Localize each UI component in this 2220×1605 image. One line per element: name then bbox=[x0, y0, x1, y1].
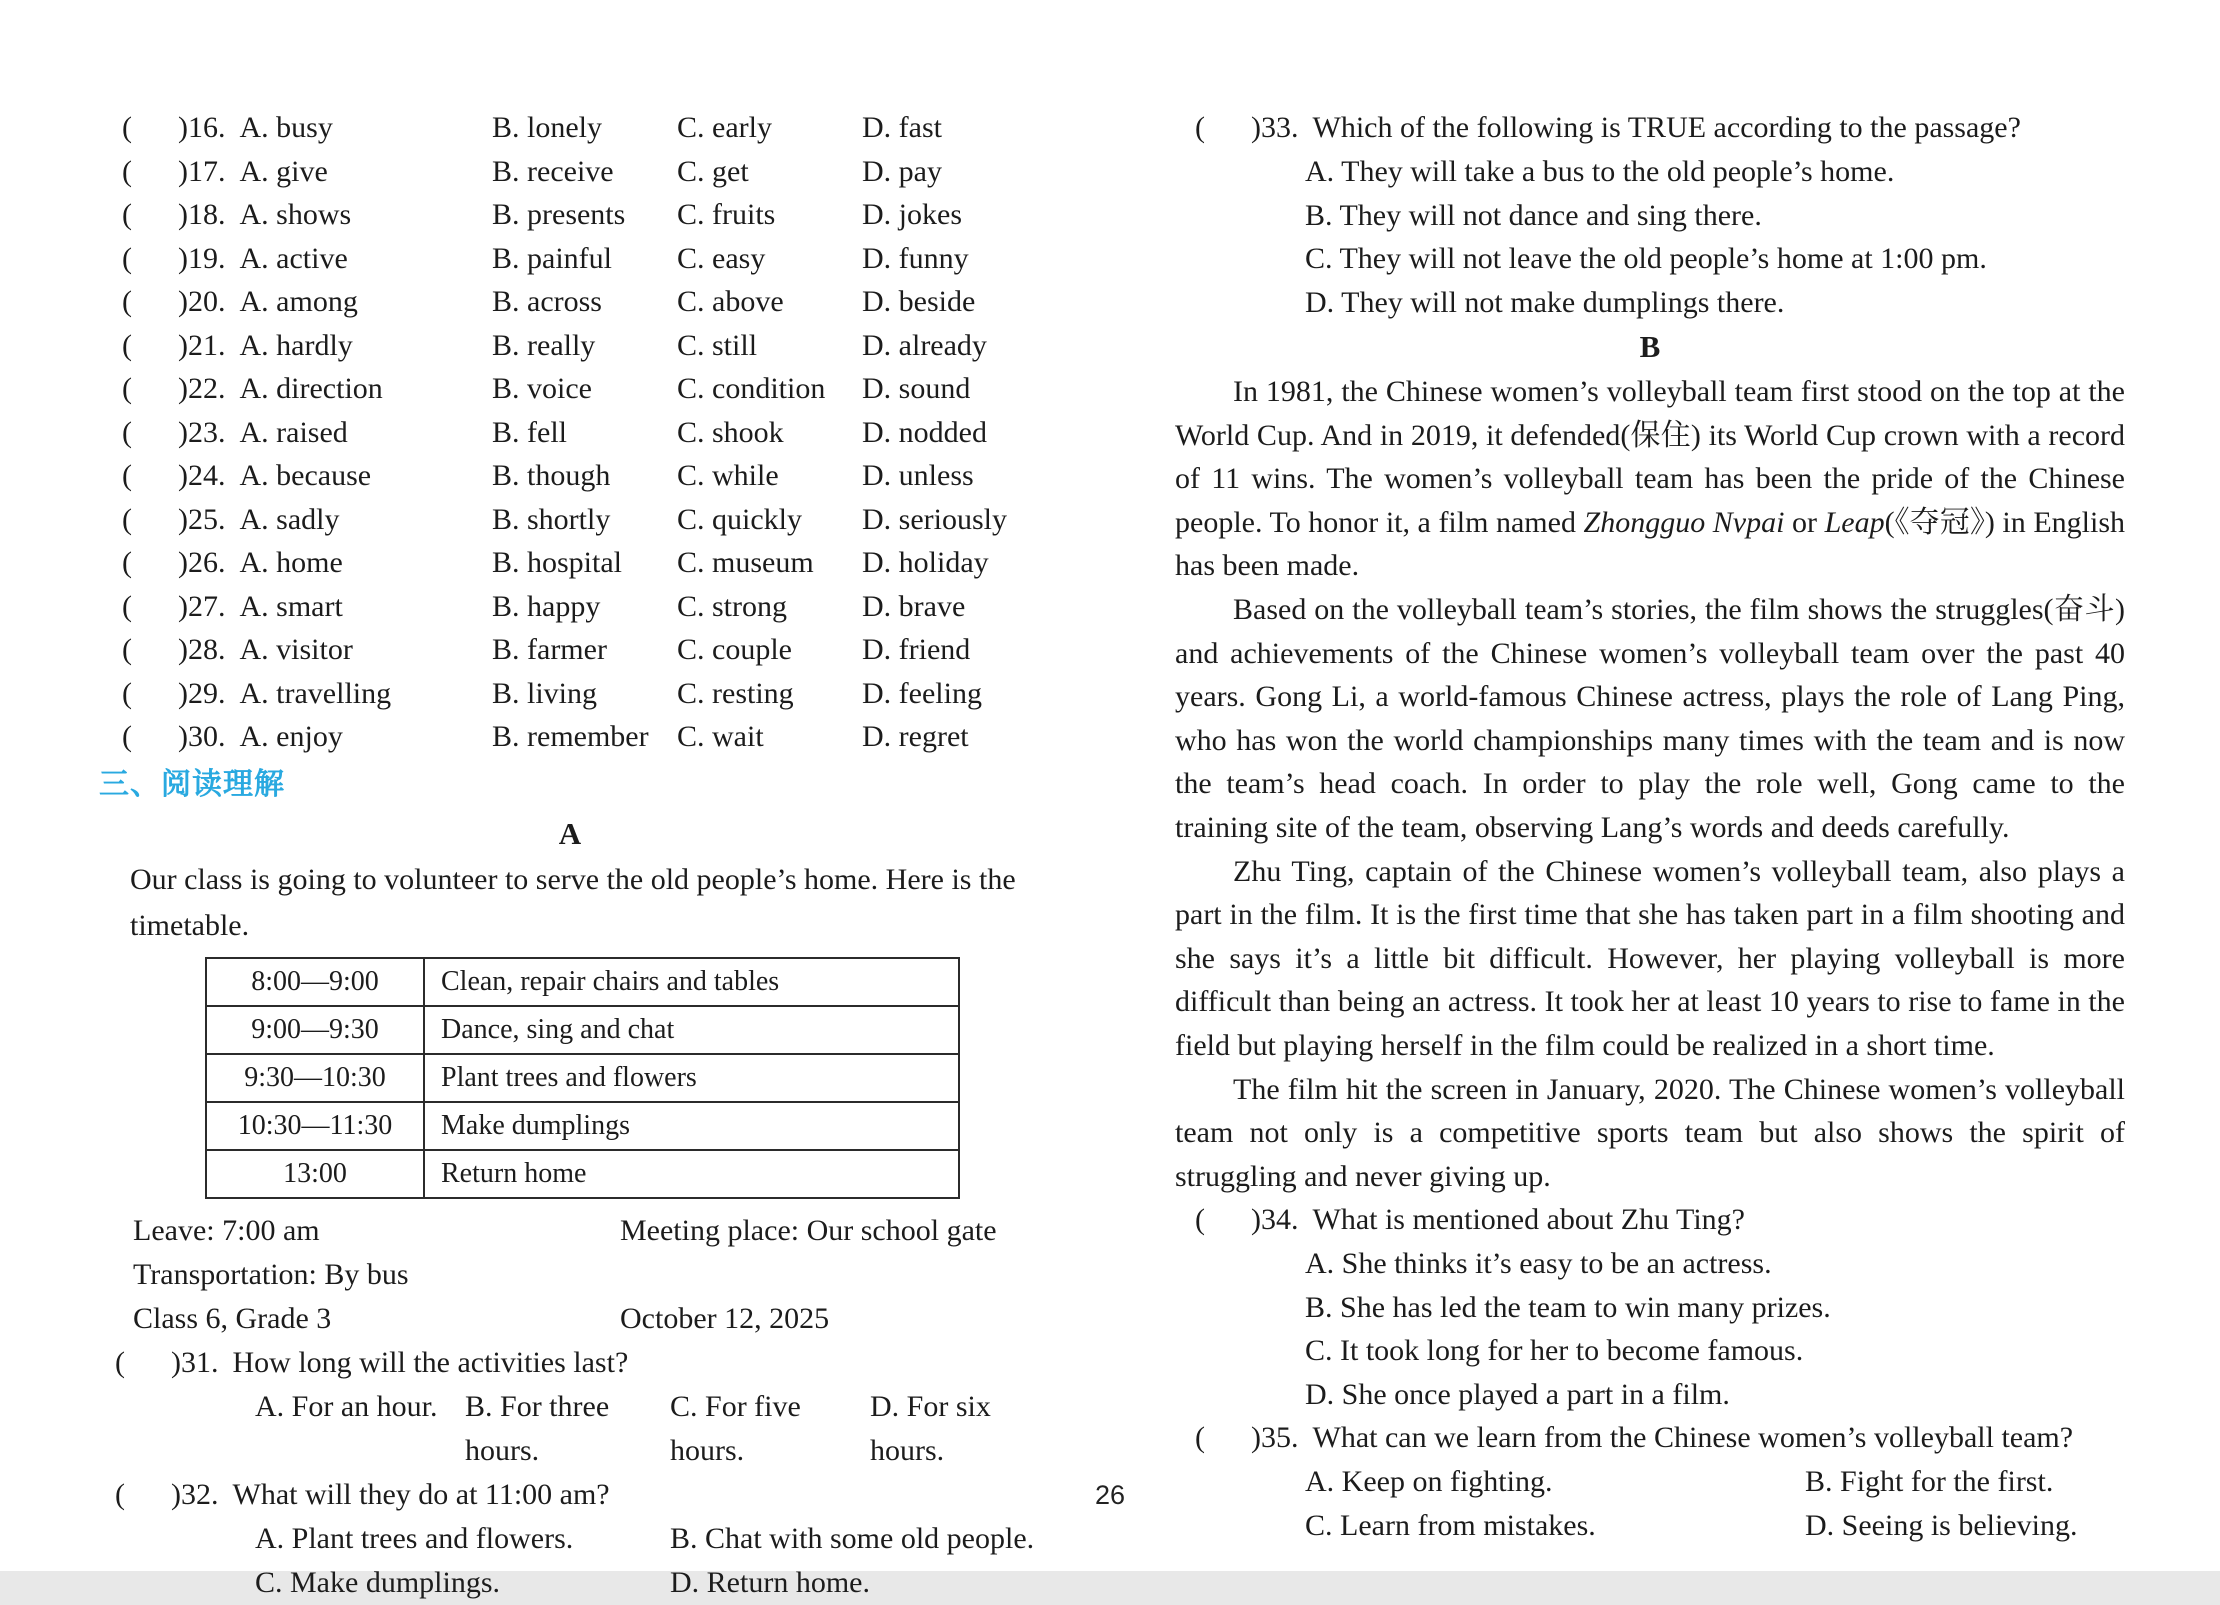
info-line bbox=[133, 1209, 1045, 1253]
answer-blank: ( bbox=[115, 1345, 125, 1379]
question-33-options bbox=[1305, 150, 2125, 324]
answer-blank: ( bbox=[122, 589, 132, 623]
option-a: A. hardly bbox=[239, 328, 353, 362]
answer-blank: ( bbox=[122, 372, 132, 405]
cloze-row-25 bbox=[95, 498, 1045, 542]
option-b: B. painful bbox=[492, 241, 612, 275]
passage-b-paragraph-2: Based on the volleyball team’s stories, the film shows the struggles(奋斗) and achievements of the Chinese women’s volleyball team over the past 40 years. Gong Li, a world-famous Chinese actress, plays the role of Lang Ping, who has won the world championships many times with the team and is now the team’s head coach. In order to play the role well, Gong came to the training site of the team, observing Lang’s words and deeds carefully. bbox=[1175, 592, 2125, 844]
passage-a-intro: Our class is going to volunteer to serve the old people’s home. Here is the timetable. bbox=[130, 862, 1016, 942]
trip-info-block bbox=[133, 1209, 1045, 1341]
option-c: C. early bbox=[677, 111, 772, 144]
option-d: D. Return home. bbox=[670, 1565, 870, 1599]
option-d: D. holiday bbox=[862, 546, 989, 579]
question-31-stem bbox=[95, 1341, 1045, 1385]
option-cell-a bbox=[122, 237, 492, 281]
timetable-row bbox=[206, 1054, 959, 1102]
timetable-activity: Clean, repair chairs and tables bbox=[424, 958, 959, 1006]
cloze-row-22 bbox=[95, 367, 1045, 411]
question-34-options bbox=[1305, 1242, 2125, 1416]
stem-text: How long will the activities last? bbox=[232, 1345, 629, 1379]
option-a: A. among bbox=[239, 285, 358, 318]
info-line bbox=[133, 1253, 1045, 1297]
info-meeting-place: Meeting place: Our school gate bbox=[620, 1213, 997, 1247]
answer-blank: ( bbox=[122, 241, 132, 275]
question-number: )18. bbox=[178, 198, 226, 231]
option-a: A. smart bbox=[239, 589, 343, 623]
option-cell-a bbox=[122, 585, 492, 629]
option-d: D. feeling bbox=[862, 676, 982, 710]
option-c: C. It took long for her to become famous. bbox=[1305, 1334, 1804, 1368]
option-c: C. quickly bbox=[677, 502, 802, 536]
timetable-time: 8:00—9:00 bbox=[206, 958, 424, 1006]
question-33 bbox=[1175, 106, 2125, 324]
question-number: )19. bbox=[178, 241, 226, 275]
option-d: D. sound bbox=[862, 372, 971, 405]
option-cell-a bbox=[122, 411, 492, 455]
option-a: A. Plant trees and flowers. bbox=[255, 1521, 574, 1555]
option-c: C. couple bbox=[677, 633, 792, 666]
answer-blank: ( bbox=[1195, 111, 1205, 144]
timetable-row bbox=[206, 1006, 959, 1054]
info-date: October 12, 2025 bbox=[620, 1301, 830, 1335]
info-leave: Leave: 7:00 am bbox=[133, 1213, 320, 1247]
cloze-row-20 bbox=[95, 280, 1045, 324]
option-b: B. shortly bbox=[492, 502, 611, 536]
stem-text: What is mentioned about Zhu Ting? bbox=[1312, 1203, 1745, 1237]
timetable-time: 9:30—10:30 bbox=[206, 1054, 424, 1102]
option-d: D. They will not make dumplings there. bbox=[1305, 285, 1785, 319]
option-b: B. really bbox=[492, 328, 596, 362]
option-a: A. raised bbox=[239, 415, 348, 449]
question-number: )16. bbox=[178, 111, 226, 144]
option-c: C. above bbox=[677, 285, 784, 318]
answer-blank: ( bbox=[122, 546, 132, 579]
option-b: B. receive bbox=[492, 154, 614, 188]
cloze-row-30 bbox=[95, 715, 1045, 759]
option-d: D. unless bbox=[862, 459, 974, 492]
timetable-row bbox=[206, 1102, 959, 1150]
option-d: D. jokes bbox=[862, 198, 962, 231]
option-a: A. sadly bbox=[239, 502, 340, 536]
question-number: )17. bbox=[178, 154, 226, 188]
option-b: B. They will not dance and sing there. bbox=[1305, 198, 1762, 232]
question-number: )28. bbox=[178, 633, 226, 666]
question-number: )30. bbox=[178, 720, 226, 753]
option-c: C. For five hours. bbox=[670, 1389, 801, 1467]
option-b: B. Chat with some old people. bbox=[670, 1521, 1035, 1555]
option-cell-a bbox=[122, 280, 492, 324]
timetable-row bbox=[206, 1150, 959, 1198]
option-cell-a bbox=[122, 106, 492, 150]
option-cell-a bbox=[122, 498, 492, 542]
option-d: D. beside bbox=[862, 285, 976, 318]
option-b: B. Fight for the first. bbox=[1805, 1465, 2054, 1499]
cloze-row-23 bbox=[95, 411, 1045, 455]
option-cell-a bbox=[122, 367, 492, 411]
section-header-reading: 三、阅读理解 bbox=[99, 766, 285, 802]
option-a: A. enjoy bbox=[239, 720, 343, 753]
timetable-activity: Make dumplings bbox=[424, 1102, 959, 1150]
answer-blank: ( bbox=[122, 111, 132, 144]
answer-blank: ( bbox=[122, 720, 132, 753]
question-number: )29. bbox=[178, 676, 226, 710]
question-number: )24. bbox=[178, 459, 226, 492]
option-a: A. busy bbox=[239, 111, 333, 144]
option-a: A. direction bbox=[239, 372, 383, 405]
option-d: D. already bbox=[862, 328, 987, 362]
option-b: B. For three hours. bbox=[465, 1389, 610, 1467]
timetable-activity: Dance, sing and chat bbox=[424, 1006, 959, 1054]
cloze-row-26 bbox=[95, 541, 1045, 585]
right-column bbox=[1175, 106, 2125, 1605]
question-34 bbox=[1175, 1198, 2125, 1416]
option-b: B. She has led the team to win many prizes. bbox=[1305, 1290, 1831, 1324]
option-d: D. regret bbox=[862, 720, 969, 753]
paragraph-text: In 1981, the Chinese women’s volleyball team first stood on the top at the World Cup. And in 2019, it defended(保住) its World Cup crown with a record of 11 wins. The women’s volleyball team has been the pride of the Chinese people. To honor it, a film named bbox=[1175, 375, 2125, 539]
question-number: )27. bbox=[178, 589, 226, 623]
page-number: 26 bbox=[1094, 1480, 1126, 1510]
timetable bbox=[205, 957, 960, 1199]
passage-b-paragraph-3: Zhu Ting, captain of the Chinese women’s volleyball team, also plays a part in the film. It is the first time that she has taken part in a film shooting and she says it’s a little bit difficult. However, her playing volleyball is more difficult than being an actress. It took her at least 10 years to rise to fame in the field but playing herself in the film could be realized in a short time. bbox=[1175, 854, 2125, 1062]
option-a: A. because bbox=[239, 459, 372, 492]
option-c: C. while bbox=[677, 459, 779, 492]
timetable-row bbox=[206, 958, 959, 1006]
cloze-row-27 bbox=[95, 585, 1045, 629]
option-cell-a bbox=[122, 193, 492, 237]
question-number: )25. bbox=[178, 502, 226, 536]
option-d: D. brave bbox=[862, 589, 966, 623]
option-b: B. happy bbox=[492, 589, 601, 623]
option-cell-a bbox=[122, 541, 492, 585]
option-c: C. They will not leave the old people’s home at 1:00 pm. bbox=[1305, 242, 1987, 275]
option-c: C. museum bbox=[677, 546, 814, 579]
cloze-row-19 bbox=[95, 237, 1045, 281]
question-number: )22. bbox=[178, 372, 226, 405]
left-column bbox=[95, 106, 1045, 1605]
option-a: A. home bbox=[239, 546, 343, 579]
stem-text: What will they do at 11:00 am? bbox=[232, 1477, 610, 1511]
timetable-time: 13:00 bbox=[206, 1150, 424, 1198]
option-d: D. funny bbox=[862, 241, 969, 275]
option-c: C. easy bbox=[677, 241, 766, 275]
option-b: B. though bbox=[492, 459, 611, 492]
option-c: C. shook bbox=[677, 415, 784, 449]
question-33-stem bbox=[1175, 106, 2125, 150]
option-c: C. condition bbox=[677, 372, 826, 405]
option-c: C. get bbox=[677, 154, 749, 188]
question-34-stem bbox=[1175, 1198, 2125, 1242]
question-number: )21. bbox=[178, 328, 226, 362]
cloze-row-17 bbox=[95, 150, 1045, 194]
option-a: A. give bbox=[239, 154, 328, 188]
info-transportation: Transportation: By bus bbox=[133, 1257, 409, 1291]
question-number: )23. bbox=[178, 415, 226, 449]
question-number: )34. bbox=[1251, 1203, 1299, 1237]
option-d: D. fast bbox=[862, 111, 942, 144]
question-31-options bbox=[255, 1385, 1045, 1473]
cloze-row-18 bbox=[95, 193, 1045, 237]
answer-blank: ( bbox=[122, 676, 132, 710]
answer-blank: ( bbox=[122, 198, 132, 231]
question-31 bbox=[95, 1341, 1045, 1473]
passage-a-heading: A bbox=[558, 815, 582, 851]
answer-blank: ( bbox=[1195, 1203, 1205, 1237]
option-d: D. She once played a part in a film. bbox=[1305, 1377, 1730, 1411]
option-b: B. lonely bbox=[492, 111, 602, 144]
question-number: )26. bbox=[178, 546, 226, 579]
passage-b-heading: B bbox=[1639, 329, 1661, 364]
question-32-options bbox=[255, 1517, 1045, 1605]
answer-blank: ( bbox=[122, 459, 132, 492]
option-b: B. hospital bbox=[492, 546, 623, 579]
passage-b-paragraph-4: The film hit the screen in January, 2020. The Chinese women’s volleyball team not only is a competitive sports team but also shows the spirit of struggling and never giving up. bbox=[1175, 1072, 2125, 1193]
option-a: A. Keep on fighting. bbox=[1305, 1465, 1553, 1499]
option-b: B. voice bbox=[492, 372, 592, 405]
option-b: B. living bbox=[492, 676, 598, 710]
option-a: A. They will take a bus to the old people’s home. bbox=[1305, 155, 1895, 188]
timetable-activity: Return home bbox=[424, 1150, 959, 1198]
option-b: B. farmer bbox=[492, 633, 607, 666]
option-d: D. For six hours. bbox=[870, 1389, 991, 1467]
option-cell-a bbox=[122, 672, 492, 716]
option-cell-a bbox=[122, 628, 492, 672]
answer-blank: ( bbox=[115, 1477, 125, 1511]
option-d: D. Seeing is believing. bbox=[1805, 1509, 2078, 1543]
film-title-english: Leap bbox=[1824, 505, 1885, 539]
option-d: D. pay bbox=[862, 154, 942, 188]
option-c: C. fruits bbox=[677, 198, 776, 231]
option-b: B. across bbox=[492, 285, 602, 318]
paragraph-text: or bbox=[1784, 505, 1825, 539]
info-class: Class 6, Grade 3 bbox=[133, 1301, 332, 1335]
option-c: C. still bbox=[677, 328, 758, 362]
timetable-activity: Plant trees and flowers bbox=[424, 1054, 959, 1102]
option-cell-a bbox=[122, 150, 492, 194]
option-b: B. remember bbox=[492, 720, 649, 753]
film-title-pinyin: Zhongguo Nvpai bbox=[1583, 505, 1785, 539]
question-number: )35. bbox=[1251, 1421, 1299, 1455]
option-c: C. strong bbox=[677, 589, 788, 623]
option-b: B. fell bbox=[492, 415, 567, 449]
answer-blank: ( bbox=[122, 328, 132, 362]
option-c: C. resting bbox=[677, 676, 794, 710]
cloze-row-21 bbox=[95, 324, 1045, 368]
answer-blank: ( bbox=[122, 285, 132, 318]
option-c: C. Make dumplings. bbox=[255, 1565, 500, 1599]
cloze-options-block bbox=[95, 106, 1045, 759]
paragraph-text: (《夺冠》) in English has been made. bbox=[1175, 505, 2125, 583]
answer-blank: ( bbox=[122, 415, 132, 449]
question-number: )31. bbox=[171, 1345, 219, 1379]
answer-blank: ( bbox=[122, 154, 132, 188]
option-a: A. travelling bbox=[239, 676, 392, 710]
option-cell-a bbox=[122, 324, 492, 368]
option-d: D. friend bbox=[862, 633, 971, 666]
cloze-row-24 bbox=[95, 454, 1045, 498]
option-d: D. seriously bbox=[862, 502, 1007, 536]
answer-blank: ( bbox=[122, 633, 132, 666]
question-number: )20. bbox=[178, 285, 226, 318]
option-a: A. She thinks it’s easy to be an actress. bbox=[1305, 1247, 1772, 1281]
option-b: B. presents bbox=[492, 198, 626, 231]
question-35-stem bbox=[1175, 1416, 2125, 1460]
option-c: C. Learn from mistakes. bbox=[1305, 1509, 1596, 1543]
stem-text: What can we learn from the Chinese women’s volleyball team? bbox=[1312, 1421, 2074, 1455]
option-a: A. visitor bbox=[239, 633, 353, 666]
option-cell-a bbox=[122, 715, 492, 759]
timetable-time: 10:30—11:30 bbox=[206, 1102, 424, 1150]
option-c: C. wait bbox=[677, 720, 764, 753]
passage-b-paragraph-1 bbox=[1175, 370, 2125, 588]
cloze-row-28 bbox=[95, 628, 1045, 672]
info-line bbox=[133, 1297, 1045, 1341]
answer-blank: ( bbox=[122, 502, 132, 536]
timetable-time: 9:00—9:30 bbox=[206, 1006, 424, 1054]
question-number: )33. bbox=[1251, 111, 1299, 144]
option-a: A. shows bbox=[239, 198, 352, 231]
option-a: A. For an hour. bbox=[255, 1389, 438, 1423]
cloze-row-16 bbox=[95, 106, 1045, 150]
option-a: A. active bbox=[239, 241, 348, 275]
stem-text: Which of the following is TRUE according to the passage? bbox=[1312, 111, 2021, 144]
cloze-row-29 bbox=[95, 672, 1045, 716]
question-number: )32. bbox=[171, 1477, 219, 1511]
option-cell-a bbox=[122, 454, 492, 498]
answer-blank: ( bbox=[1195, 1421, 1205, 1455]
option-d: D. nodded bbox=[862, 415, 987, 449]
